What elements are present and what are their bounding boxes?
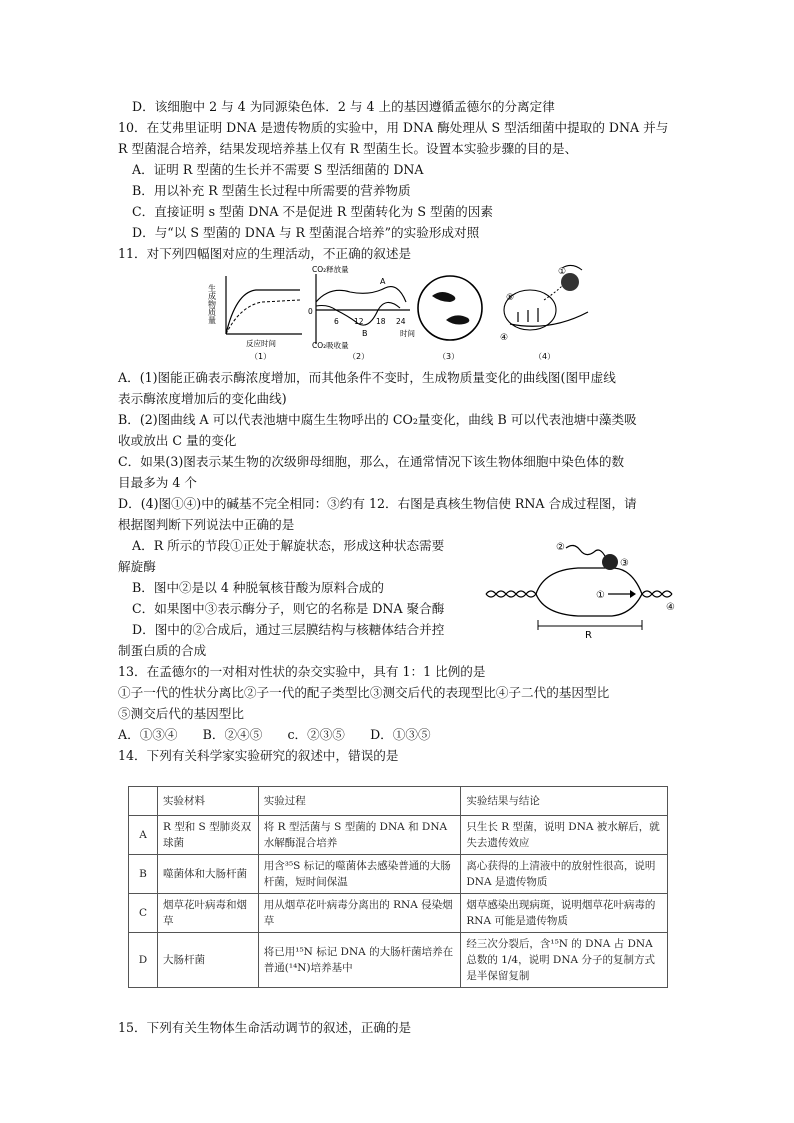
graph-1 bbox=[208, 276, 303, 361]
graph-2 bbox=[308, 264, 415, 361]
table-row: D 大肠杆菌 将已用¹⁵N 标记 DNA 的大肠杆菌培养在普通(¹⁴N)培养基中 经三次分裂后，含¹⁵N 的 DNA 占 DNA 总数的 1/4，说明 DNA 分子的复制方式是半保留复制 bbox=[129, 933, 668, 988]
g4-number-5: ⑤ bbox=[506, 293, 515, 303]
label-3: ③ bbox=[620, 558, 629, 569]
header-material: 实验材料 bbox=[157, 787, 258, 816]
q11-figure bbox=[207, 262, 600, 362]
q12-option-a-line2: 解旋酶 bbox=[118, 559, 156, 574]
graph-3-cell bbox=[418, 276, 482, 361]
q10-option-a: A．证明 R 型菌的生长并不需要 S 型活细菌的 DNA bbox=[132, 162, 424, 177]
q11-option-c-line2: 目最多为 4 个 bbox=[118, 475, 197, 490]
q10-stem-line1: 10．在艾弗里证明 DNA 是遗传物质的实验中，用 DNA 酶处理从 S 型活细菌中提取的 DNA 并与 bbox=[118, 120, 669, 135]
q12-option-c: C．如果图中③表示酶分子，则它的名称是 DNA 聚合酶 bbox=[132, 601, 445, 616]
q11-option-b-line1: B．(2)图曲线 A 可以代表池塘中腐生生物呼出的 CO₂量变化，曲线 B 可以代表池塘中藻类吸 bbox=[118, 412, 637, 427]
g1-xlabel: 反应时间 bbox=[246, 339, 276, 348]
q12-stem-line2: 根据图判断下列说法中正确的是 bbox=[118, 517, 295, 532]
rna-polymerase-3 bbox=[602, 554, 618, 570]
q14-table bbox=[128, 786, 668, 988]
mrna-strand-2 bbox=[566, 545, 606, 558]
q11-option-b-line2: 收或放出 C 量的变化 bbox=[118, 433, 237, 448]
label-1: ① bbox=[596, 590, 605, 601]
label-4: ④ bbox=[666, 602, 675, 613]
table-row: A R 型和 S 型肺炎双球菌 将 R 型活菌与 S 型菌的 DNA 和 DNA 水解酶混合培养 只生长 R 型菌，说明 DNA 被水解后，就失去遗传效应 bbox=[129, 816, 668, 855]
q11-stem: 11．对下列四幅图对应的生理活动，不正确的叙述是 bbox=[118, 246, 412, 261]
graph-4-translation bbox=[500, 265, 588, 361]
q12-option-d-line2: 制蛋白质的合成 bbox=[118, 643, 207, 658]
q9-option-d: D．该细胞中 2 与 4 为同源染色体．2 与 4 上的基因遵循孟德尔的分离定律 bbox=[132, 99, 555, 114]
label-r: R bbox=[585, 630, 592, 641]
g2-tick-18: 18 bbox=[376, 317, 386, 326]
q11-option-c-line1: C．如果(3)图表示某生物的次级卵母细胞，那么，在通常情况下该生物体细胞中染色体的数 bbox=[118, 454, 625, 469]
g2-zero: 0 bbox=[308, 307, 313, 316]
g2-tick-6: 6 bbox=[334, 317, 339, 326]
table-row: B 噬菌体和大肠杆菌 用含³⁵S 标记的噬菌体去感染普通的大肠杆菌，短时间保温 离心获得的上清液中的放射性很高，说明 DNA 是遗传物质 bbox=[129, 855, 668, 894]
q11-option-a-line2: 表示酶浓度增加后的变化曲线) bbox=[118, 391, 287, 406]
g4-number-1: ① bbox=[558, 267, 567, 277]
q14-stem: 14．下列有关科学家实验研究的叙述中，错误的是 bbox=[118, 748, 399, 763]
chromosome-1 bbox=[432, 292, 455, 302]
g4-number-4: ④ bbox=[500, 333, 509, 343]
g2-tick-12: 12 bbox=[354, 317, 364, 326]
q10-option-c: C．直接证明 s 型菌 DNA 不是促进 R 型菌转化为 S 型菌的因素 bbox=[132, 204, 493, 219]
q10-option-d: D．与“以 S 型菌的 DNA 与 R 型菌混合培养”的实验形成对照 bbox=[132, 225, 480, 240]
header-result: 实验结果与结论 bbox=[461, 787, 668, 816]
q12-option-b: B．图中②是以 4 种脱氧核苷酸为原料合成的 bbox=[132, 580, 384, 595]
table-header-row bbox=[129, 787, 668, 816]
g1-caption: （1） bbox=[250, 352, 272, 361]
q13-options: A．①③④ B．②④⑤ c．②③⑤ D．①③⑤ bbox=[118, 727, 431, 742]
q10-stem-line2: R 型菌混合培养，结果发现培养基上仅有 R 型菌生长。设置本实验步骤的目的是、 bbox=[118, 141, 578, 156]
table-row: C 烟草花叶病毒和烟草 用从烟草花叶病毒分离出的 RNA 侵染烟草 烟草感染出现病斑，说明烟草花叶病毒的 RNA 可能是遗传物质 bbox=[129, 894, 668, 933]
chromosome-2 bbox=[446, 315, 469, 324]
g2-caption: （2） bbox=[348, 352, 370, 361]
g2-label-a: A bbox=[380, 277, 386, 286]
g1-curve-solid bbox=[226, 290, 300, 334]
g2-label-b: B bbox=[362, 329, 368, 338]
q11-option-d-q12-stem: D．(4)图①④)中的碱基不完全相同：③约有 12．右图是真核生物信使 RNA 合成过程图，请 bbox=[118, 496, 637, 511]
q12-option-a-line1: A．R 所示的节段①正处于解旋状态，形成这种状态需要 bbox=[132, 538, 445, 553]
g2-curve-a bbox=[316, 287, 406, 302]
g2-top-label: CO₂释放量 bbox=[312, 265, 349, 274]
q12-transcription-figure bbox=[482, 538, 682, 641]
q13-stem: 13．在孟德尔的一对相对性状的杂交实验中，具有 1：1 比例的是 bbox=[118, 664, 486, 679]
g1-ylabel: 生成物质量 bbox=[207, 284, 217, 324]
q12-option-d-line1: D．图中的②合成后，通过三层膜结构与核糖体结合并控 bbox=[132, 622, 445, 637]
q11-option-a-line1: A．(1)图能正确表示酶浓度增加，而其他条件不变时，生成物质量变化的曲线图(图甲虚线 bbox=[118, 370, 616, 385]
q13-items-line2: ⑤测交后代的基因型比 bbox=[118, 706, 244, 721]
g2-bottom-label: CO₂吸收量 bbox=[312, 341, 349, 350]
g2-xlabel: 时间 bbox=[400, 329, 415, 338]
q10-option-b: B．用以补充 R 型菌生长过程中所需要的营养物质 bbox=[132, 183, 411, 198]
header-process: 实验过程 bbox=[258, 787, 461, 816]
q13-items-line1: ①子一代的性状分离比②子一代的配子类型比③测交后代的表现型比④子二代的基因型比 bbox=[118, 685, 610, 700]
label-2: ② bbox=[556, 542, 565, 553]
g3-caption: （3） bbox=[438, 352, 460, 361]
g4-caption: （4） bbox=[534, 352, 556, 361]
g2-tick-24: 24 bbox=[396, 317, 406, 326]
q15-stem: 15．下列有关生物体生命活动调节的叙述，正确的是 bbox=[118, 1020, 412, 1035]
